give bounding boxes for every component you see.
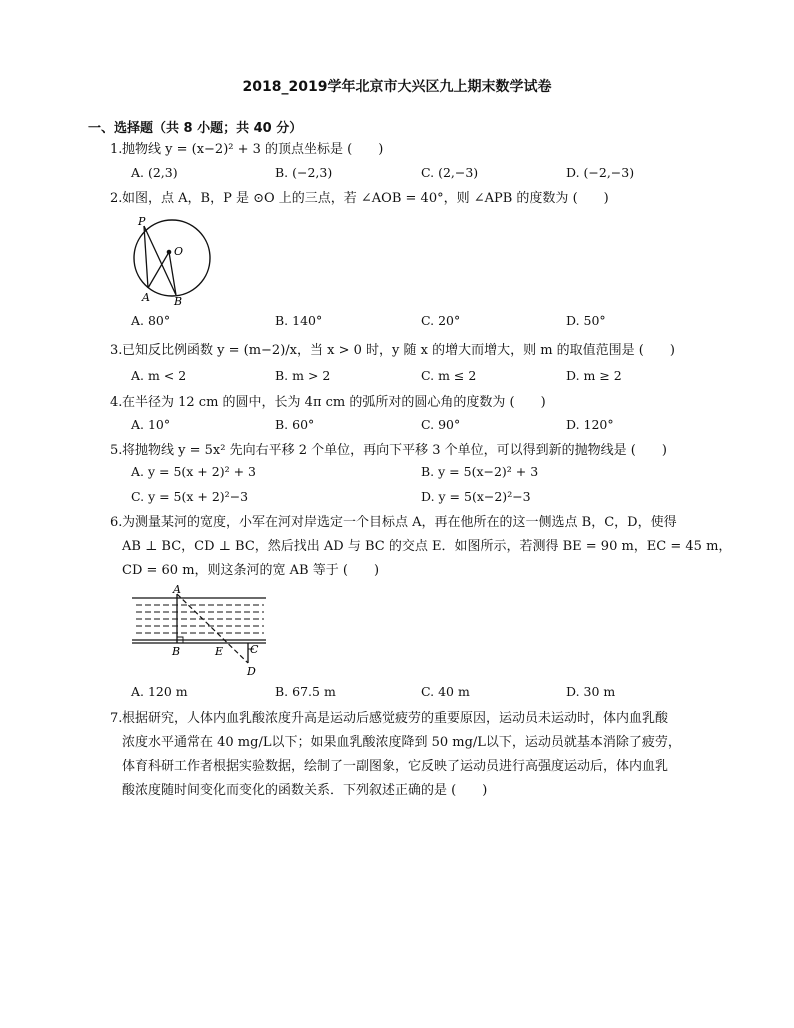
question-text: 在半径为 12 cm 的圆中，长为 4π cm 的弧所对的圆心角的度数为 ( ) [122, 395, 546, 410]
question-text: 如图，点 A，B，P 是 ⊙O 上的三点，若 ∠AOB = 40°，则 ∠APB 的度数为 ( ) [122, 191, 609, 206]
segment-pb [144, 226, 176, 295]
circle-shape [134, 220, 210, 296]
question-text: 抛物线 y = (x−2)² + 3 的顶点坐标是 ( ) [122, 142, 384, 157]
question-number: 3. [110, 343, 123, 358]
question-text: 根据研究，人体内血乳酸浓度升高是运动后感觉疲劳的重要原因，运动员未运动时，体内血乳酸 [122, 711, 669, 726]
label-c: C [250, 643, 259, 656]
label-d: D [247, 665, 256, 678]
option-b: B. (−2,3) [275, 165, 333, 180]
label-e: E [215, 645, 224, 658]
question-text: CD = 60 m，则这条河的宽 AB 等于 ( ) [122, 563, 380, 578]
label-o: O [174, 245, 184, 258]
question-number: 6. [110, 515, 123, 530]
option-c: C. 90° [421, 417, 461, 432]
option-b: B. m > 2 [275, 368, 331, 383]
option-a: A. 120 m [131, 684, 188, 699]
option-b: B. y = 5(x−2)² + 3 [421, 464, 539, 479]
question-number: 7. [110, 711, 123, 726]
page-title: 2018_2019学年北京市大兴区九上期末数学试卷 [242, 79, 552, 95]
option-c: C. 40 m [421, 684, 470, 699]
circle-figure [124, 212, 224, 308]
option-a: A. m < 2 [131, 368, 187, 383]
label-a: A [142, 291, 150, 304]
question-text: AB ⊥ BC，CD ⊥ BC，然后找出 AD 与 BC 的交点 E．如图所示，若测得 BE = 90 m，EC = 45 m， [122, 539, 732, 554]
question-text: 为测量某河的宽度，小军在河对岸选定一个目标点 A，再在他所在的这一侧选点 B，C，D，使得 [122, 515, 677, 530]
segment-pa [144, 226, 148, 288]
option-a: A. (2,3) [131, 165, 178, 180]
label-a: A [173, 584, 181, 596]
question-number: 5. [110, 443, 123, 458]
option-d: D. 120° [566, 417, 614, 432]
question-text: 将抛物线 y = 5x² 先向右平移 2 个单位，再向下平移 3 个单位，可以得到新的抛物线是 ( ) [122, 443, 667, 458]
question-number: 1. [110, 142, 123, 157]
question-number: 4. [110, 395, 123, 410]
option-a: A. 10° [131, 417, 171, 432]
option-b: B. 60° [275, 417, 315, 432]
option-c: C. 20° [421, 313, 461, 328]
question-text: 酸浓度随时间变化而变化的函数关系．下列叙述正确的是 ( ) [122, 783, 488, 798]
option-d: D. 30 m [566, 684, 616, 699]
option-c: C. (2,−3) [421, 165, 479, 180]
label-b: B [172, 645, 181, 658]
river-dashes [136, 605, 264, 633]
center-point [167, 250, 172, 255]
label-b: B [174, 295, 183, 308]
option-a: A. 80° [131, 313, 171, 328]
question-text: 浓度水平通常在 40 mg/L以下；如果血乳酸浓度降到 50 mg/L以下，运动员就基本消除了疲劳， [122, 735, 681, 750]
option-d: D. m ≥ 2 [566, 368, 622, 383]
question-text: 体育科研工作者根据实验数据，绘制了一副图象，它反映了运动员进行高强度运动后，体内血乳 [122, 759, 669, 774]
label-p: P [138, 215, 146, 228]
option-d: D. 50° [566, 313, 606, 328]
option-c: C. m ≤ 2 [421, 368, 477, 383]
option-c: C. y = 5(x + 2)²−3 [131, 489, 249, 504]
river-figure [128, 584, 270, 680]
question-text: 已知反比例函数 y = (m−2)/x，当 x > 0 时，y 随 x 的增大而增大，则 m 的取值范围是 ( ) [122, 343, 675, 358]
option-b: B. 67.5 m [275, 684, 336, 699]
option-d: D. (−2,−3) [566, 165, 635, 180]
option-d: D. y = 5(x−2)²−3 [421, 489, 531, 504]
option-b: B. 140° [275, 313, 323, 328]
option-a: A. y = 5(x + 2)² + 3 [131, 464, 256, 479]
question-number: 2. [110, 191, 123, 206]
section-heading: 一、选择题（共 8 小题；共 40 分） [88, 121, 303, 136]
segment-ad [177, 594, 248, 663]
